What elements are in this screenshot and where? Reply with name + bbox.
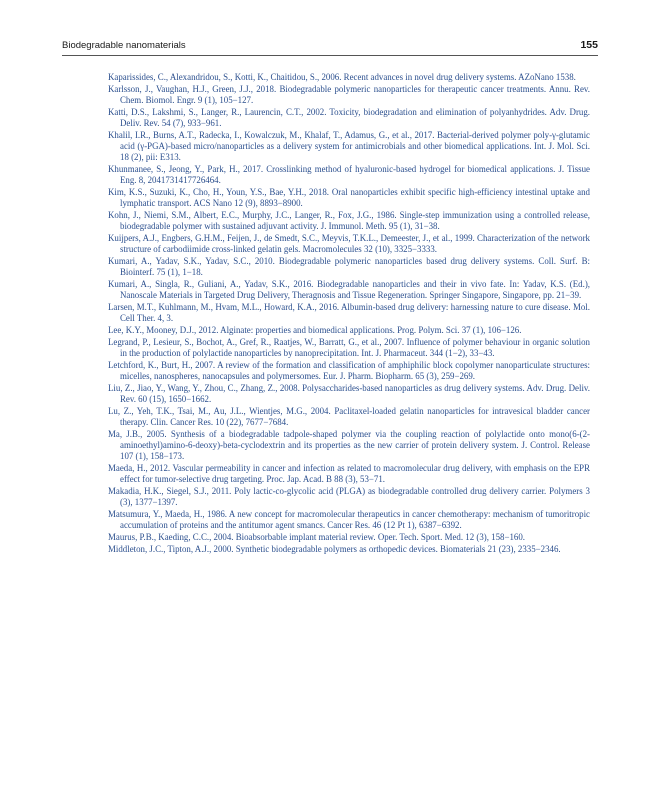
reference-entry[interactable]: Khunmanee, S., Jeong, Y., Park, H., 2017. Crosslinking method of hyaluronic-based hydrogel for biomedical applications. J. Tissue Eng. 8, 2041731417726464. <box>108 164 590 186</box>
reference-entry[interactable]: Matsumura, Y., Maeda, H., 1986. A new concept for macromolecular therapeutics in cancer chemotherapy: mechanism of tumoritropic accumulation of proteins and the antitumor agent smancs. Cancer Res. 46 (12 Pt 1), 6387−6392. <box>108 509 590 531</box>
reference-entry[interactable]: Larsen, M.T., Kuhlmann, M., Hvam, M.L., Howard, K.A., 2016. Albumin-based drug delivery: harnessing nature to cure disease. Mol. Cell Ther. 4, 3. <box>108 302 590 324</box>
reference-entry[interactable]: Middleton, J.C., Tipton, A.J., 2000. Synthetic biodegradable polymers as orthopedic devices. Biomaterials 21 (23), 2335−2346. <box>108 543 561 554</box>
reference-entry[interactable]: Legrand, P., Lesieur, S., Bochot, A., Gref, R., Raatjes, W., Barratt, G., et al., 2007. Influence of polymer behaviour in organic solution in the production of polylactide nanoparticles by nanoprecipitation. Int. J. Pharmaceut. 344 (1−2), 33−43. <box>108 336 590 358</box>
reference-entry[interactable]: Kumari, A., Yadav, S.K., Yadav, S.C., 2010. Biodegradable polymeric nanoparticles based drug delivery systems. Coll. Surf. B: Biointerf. 75 (1), 1−18. <box>108 256 590 278</box>
reference-entry[interactable]: Kumari, A., Singla, R., Guliani, A., Yadav, S.K., 2016. Biodegradable nanoparticles and their in vivo fate. In: Yadav, K.S. (Ed.), Nanoscale Materials in Targeted Drug Delivery, Theragnosis and Tissue Regeneration. Springer Singapore, Singapore, pp. 21−39. <box>108 279 590 301</box>
header-rule <box>62 55 598 56</box>
page-number: 155 <box>580 39 598 51</box>
reference-entry[interactable]: Ma, J.B., 2005. Synthesis of a biodegradable tadpole-shaped polymer via the coupling reaction of polylactide onto mono(6-(2-aminoethyl)amino-6-deoxy)-beta-cyclodextrin and its properties as the new carrier of protein delivery system. J. Control. Release 107 (1), 158−173. <box>108 428 590 462</box>
reference-entry[interactable]: Katti, D.S., Lakshmi, S., Langer, R., Laurencin, C.T., 2002. Toxicity, biodegradation and elimination of polyanhydrides. Adv. Drug. Deliv. Rev. 54 (7), 933−961. <box>108 106 590 128</box>
reference-entry[interactable]: Lu, Z., Yeh, T.K., Tsai, M., Au, J.L., Wientjes, M.G., 2004. Paclitaxel-loaded gelatin nanoparticles for intravesical bladder cancer therapy. Clin. Cancer Res. 10 (22), 7677−7684. <box>108 405 590 427</box>
reference-entry[interactable]: Kim, K.S., Suzuki, K., Cho, H., Youn, Y.S., Bae, Y.H., 2018. Oral nanoparticles exhibit specific high-efficiency intestinal uptake and lymphatic transport. ACS Nano 12 (9), 8893−8900. <box>108 187 590 209</box>
running-header <box>62 40 598 54</box>
reference-list <box>108 72 590 556</box>
reference-entry[interactable]: Kaparissides, C., Alexandridou, S., Kotti, K., Chaitidou, S., 2006. Recent advances in novel drug delivery systems. AZoNano 1538. <box>108 72 576 82</box>
reference-entry[interactable]: Makadia, H.K., Siegel, S.J., 2011. Poly lactic-co-glycolic acid (PLGA) as biodegradable controlled drug delivery carrier. Polymers 3 (3), 1377−1397. <box>108 486 590 508</box>
reference-entry[interactable]: Kuijpers, A.J., Engbers, G.H.M., Feijen, J., de Smedt, S.C., Meyvis, T.K.L., Demeester, J., et al., 1999. Characterization of the network structure of carbodiimide cross-linked gelatin gels. Macromolecules 32 (10), 3325−3333. <box>108 233 590 255</box>
reference-entry[interactable]: Khalil, I.R., Burns, A.T., Radecka, I., Kowalczuk, M., Khalaf, T., Adamus, G., et al., 2017. Bacterial-derived polymer poly-γ-glutamic acid (γ-PGA)-based micro/nanoparticles as a delivery system for antimicrobials and other biomedical applications. Int. J. Mol. Sci. 18 (2), pii: E313. <box>108 129 590 163</box>
running-title: Biodegradable nanomaterials <box>62 40 186 51</box>
reference-entry[interactable]: Letchford, K., Burt, H., 2007. A review of the formation and classification of amphiphilic block copolymer nanoparticulate structures: micelles, nanospheres, nanocapsules and polymersomes. Eur. J. Pharm. Biopharm. 65 (3), 259−269. <box>108 359 590 381</box>
reference-entry[interactable]: Kohn, J., Niemi, S.M., Albert, E.C., Murphy, J.C., Langer, R., Fox, J.G., 1986. Single-step immunization using a controlled release, biodegradable polymer with sustained adjuvant activity. J. Immunol. Meth. 95 (1), 31−38. <box>108 210 590 232</box>
reference-entry[interactable]: Lee, K.Y., Mooney, D.J., 2012. Alginate: properties and biomedical applications. Prog. Polym. Sci. 37 (1), 106−126. <box>108 325 522 335</box>
reference-entry[interactable]: Maeda, H., 2012. Vascular permeability in cancer and infection as related to macromolecular drug delivery, with emphasis on the EPR effect for tumor-selective drug targeting. Proc. Jap. Acad. B 88 (3), 53−71. <box>108 463 590 485</box>
reference-entry[interactable]: Maurus, P.B., Kaeding, C.C., 2004. Bioabsorbable implant material review. Oper. Tech. Sport. Med. 12 (3), 158−160. <box>108 532 526 542</box>
reference-entry[interactable]: Karlsson, J., Vaughan, H.J., Green, J.J., 2018. Biodegradable polymeric nanoparticles for therapeutic cancer treatments. Annu. Rev. Chem. Biomol. Engr. 9 (1), 105−127. <box>108 83 590 105</box>
reference-entry[interactable]: Liu, Z., Jiao, Y., Wang, Y., Zhou, C., Zhang, Z., 2008. Polysaccharides-based nanoparticles as drug delivery systems. Adv. Drug. Deliv. Rev. 60 (15), 1650−1662. <box>108 382 590 404</box>
